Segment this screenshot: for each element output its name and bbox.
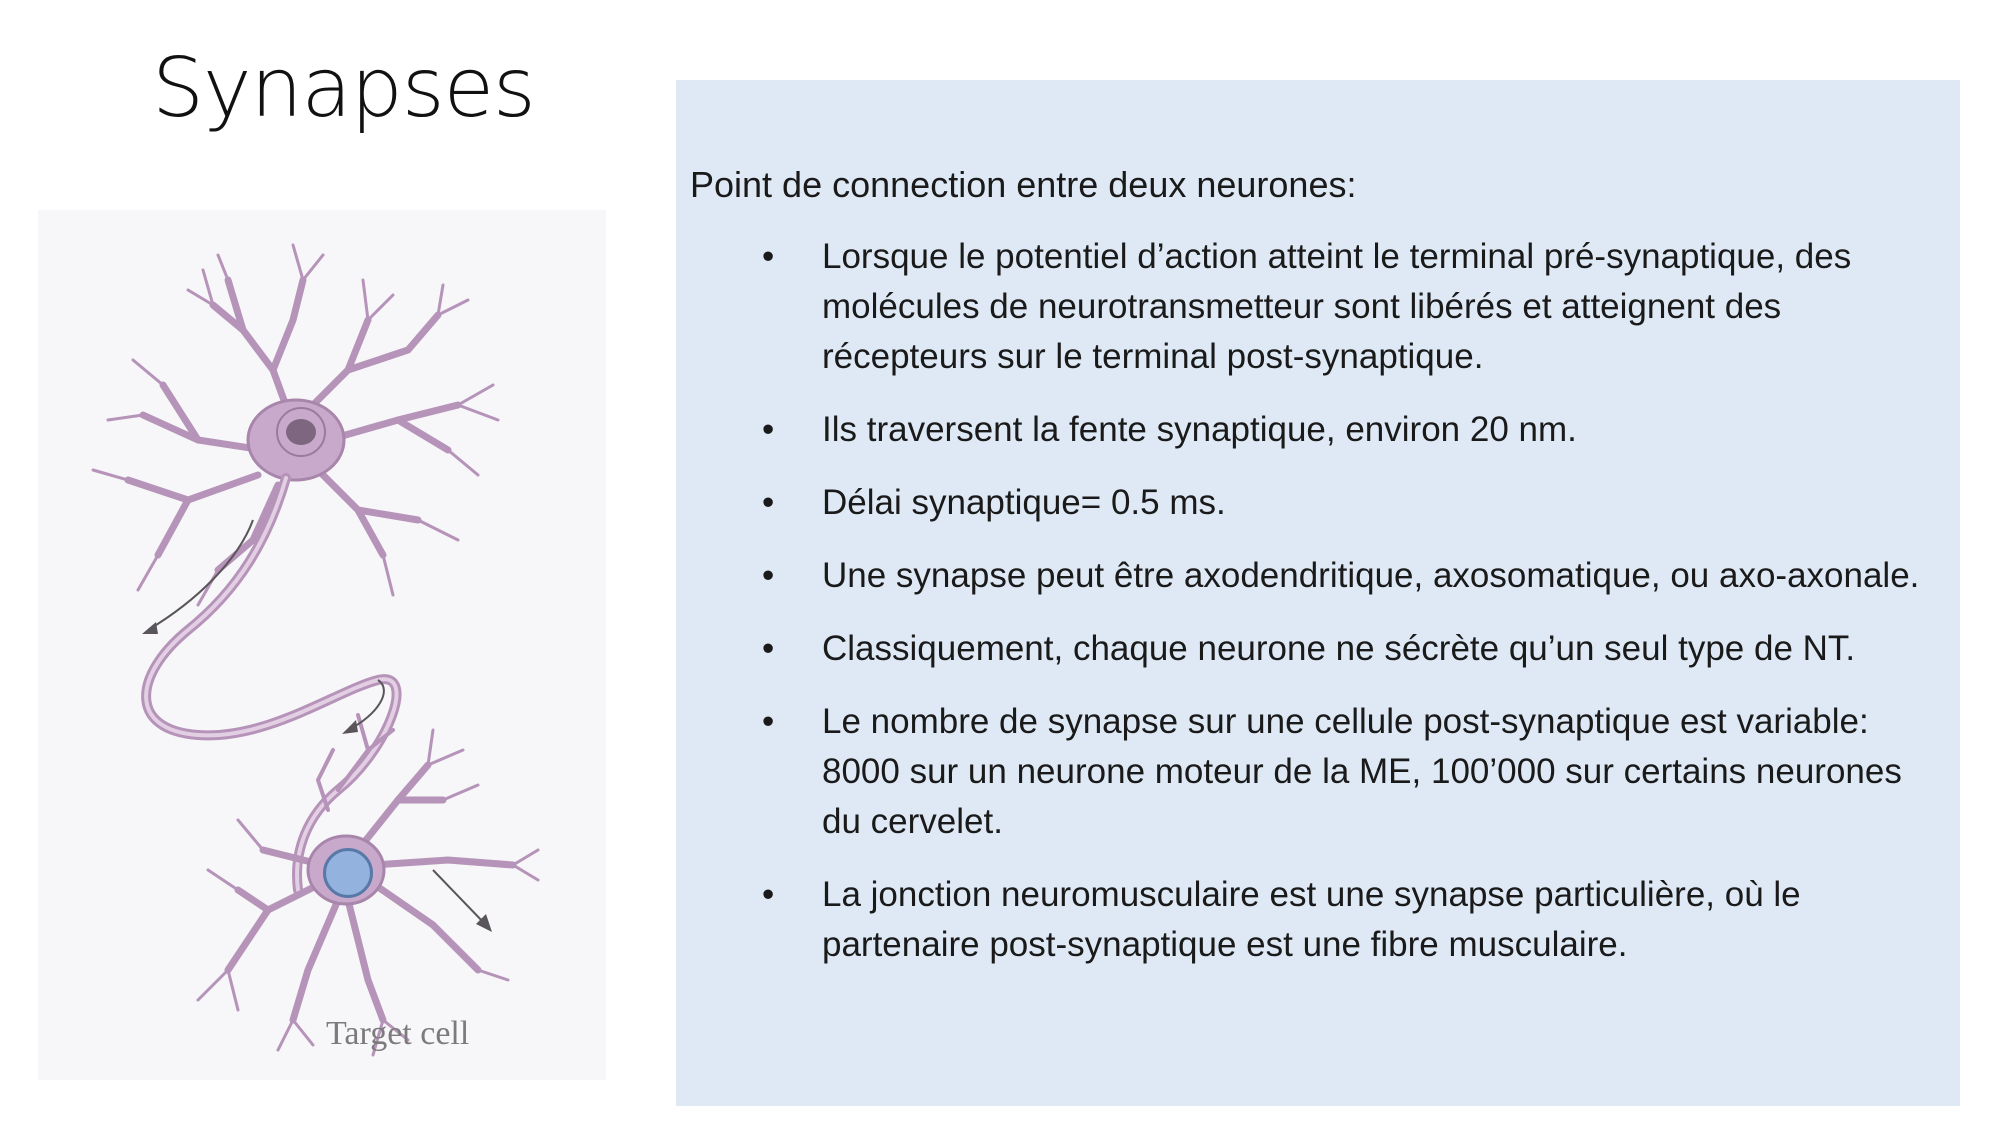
bullet-icon: • xyxy=(762,702,775,741)
bullet-text: La jonction neuromusculaire est une synapse particulière, où le partenaire post-synaptique est une fibre musculaire. xyxy=(822,875,1801,964)
bullet-icon: • xyxy=(762,410,775,449)
bullet-icon: • xyxy=(762,629,775,668)
bullet-text: Une synapse peut être axodendritique, axosomatique, ou axo-axonale. xyxy=(822,556,1920,595)
list-item xyxy=(676,624,1960,674)
target-cell-label: Target cell xyxy=(326,1015,470,1052)
bullet-icon: • xyxy=(762,483,775,522)
list-item xyxy=(676,232,1960,382)
list-item xyxy=(676,551,1960,601)
target-neuron xyxy=(198,730,538,1055)
synapse-marker xyxy=(323,848,373,898)
bullet-icon: • xyxy=(762,556,775,595)
neuron-drawing xyxy=(38,210,606,1080)
slide-title: Synapses xyxy=(152,41,535,136)
bullet-text: Ils traversent la fente synaptique, environ 20 nm. xyxy=(822,410,1577,449)
bullet-icon: • xyxy=(762,237,775,276)
text-panel xyxy=(676,80,1960,1106)
bullet-icon: • xyxy=(762,875,775,914)
neuron-illustration xyxy=(38,210,606,1080)
bullet-text: Classiquement, chaque neurone ne sécrète qu’un seul type de NT. xyxy=(822,629,1856,668)
list-item xyxy=(676,697,1960,847)
intro-text: Point de connection entre deux neurones: xyxy=(690,164,1357,205)
presynaptic-neuron xyxy=(93,245,498,890)
list-item xyxy=(676,478,1960,528)
list-item xyxy=(676,870,1960,970)
list-item xyxy=(676,405,1960,455)
bullet-text: Délai synaptique= 0.5 ms. xyxy=(822,483,1226,522)
bullet-list xyxy=(676,232,1960,993)
bullet-text: Lorsque le potentiel d’action atteint le terminal pré-synaptique, des molécules de neurotransmetteur sont libérés et atteignent des récepteurs sur le terminal post-synaptique. xyxy=(822,237,1852,376)
bullet-text: Le nombre de synapse sur une cellule post-synaptique est variable: 8000 sur un neurone moteur de la ME, 100’000 sur certains neurones du cervelet. xyxy=(822,702,1902,841)
